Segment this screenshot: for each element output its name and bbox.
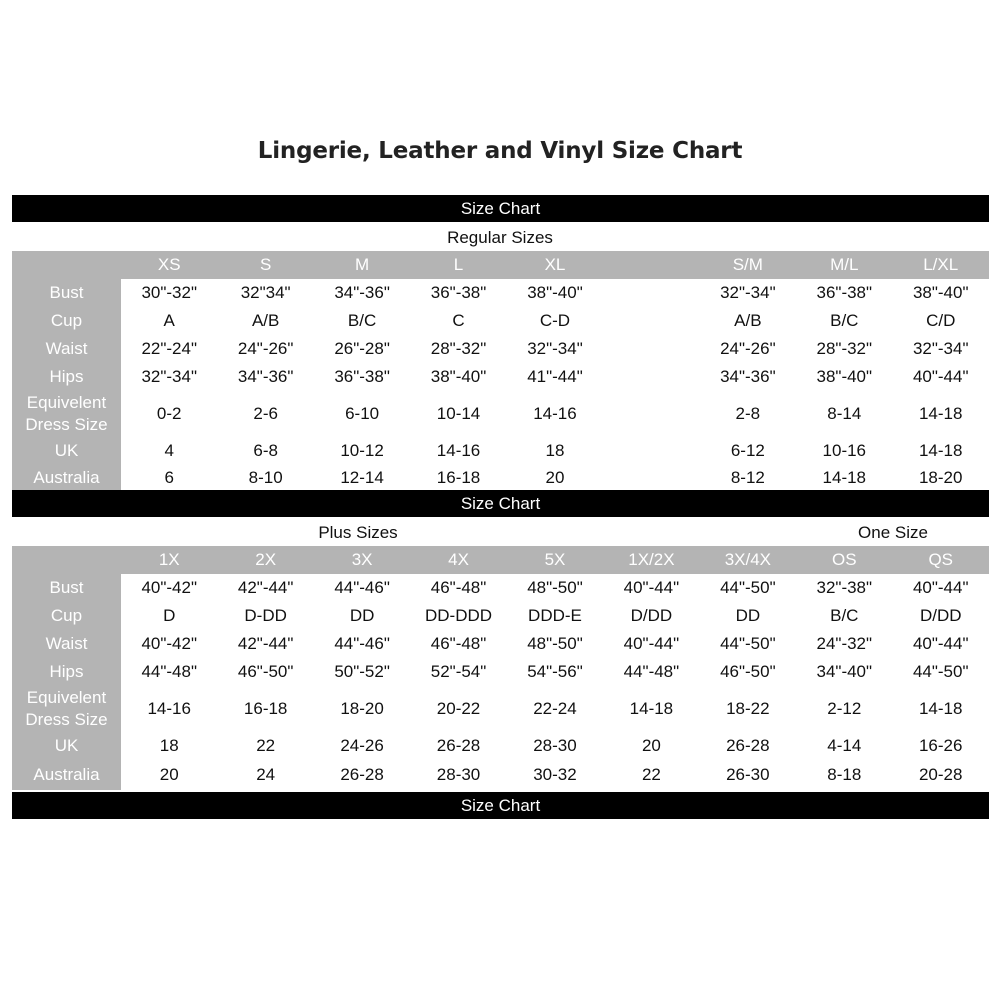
table-cell: C-D (507, 307, 603, 335)
table-cell: 12-14 (314, 465, 410, 490)
table-cell: 8-18 (796, 760, 892, 790)
row-label: Australia (12, 760, 121, 790)
table-cell: 8-10 (217, 465, 313, 490)
table-cell: 40"-44" (893, 630, 989, 658)
table-cell: 44"-46" (314, 630, 410, 658)
table-cell: 28"-32" (410, 335, 506, 363)
table-cell: 32"-34" (121, 363, 217, 391)
table-cell: 8-14 (796, 391, 892, 437)
table-cell: 14-18 (796, 465, 892, 490)
table-cell: 40"-44" (893, 363, 989, 391)
table-cell: 34"-40" (796, 658, 892, 686)
table-cell: 10-12 (314, 437, 410, 465)
table-cell: D/DD (603, 602, 699, 630)
table-cell: DDD-E (507, 602, 603, 630)
table-cell: 36"-38" (796, 279, 892, 307)
plus-sizes-caption: Plus Sizes (318, 523, 398, 542)
table-cell: 44"-48" (603, 658, 699, 686)
table-cell: 16-18 (217, 686, 313, 732)
table-cell: 20-22 (410, 686, 506, 732)
table-cell: 14-18 (893, 391, 989, 437)
table-cell: 38"-40" (796, 363, 892, 391)
table-cell: 44"-46" (314, 574, 410, 602)
table-cell: 14-18 (893, 686, 989, 732)
row-label: Bust (12, 279, 121, 307)
size-header: XL (507, 251, 603, 279)
table-cell: 20-28 (893, 760, 989, 790)
table-cell: 40"-44" (603, 574, 699, 602)
table-cell: 14-16 (507, 391, 603, 437)
table-cell: 6-12 (700, 437, 796, 465)
row-label: UK (12, 437, 121, 465)
row-label: Waist (12, 630, 121, 658)
table-cell: 26-30 (700, 760, 796, 790)
size-chart-bar-bottom: Size Chart (12, 792, 989, 819)
table-cell: A (121, 307, 217, 335)
table-cell: 34"-36" (700, 363, 796, 391)
table-cell: 32"-38" (796, 574, 892, 602)
table-cell: 46"-48" (410, 630, 506, 658)
table-cell (603, 279, 699, 307)
table-cell: 46"-50" (217, 658, 313, 686)
table-cell: 40"-44" (893, 574, 989, 602)
table-cell: 6 (121, 465, 217, 490)
table-cell: 8-12 (700, 465, 796, 490)
row-label: Waist (12, 335, 121, 363)
table-cell: 6-10 (314, 391, 410, 437)
table-cell: 10-14 (410, 391, 506, 437)
table-cell: 20 (121, 760, 217, 790)
table-cell: 18-20 (893, 465, 989, 490)
row-label: Cup (12, 602, 121, 630)
table-cell: 30"-32" (121, 279, 217, 307)
table-cell: 14-18 (603, 686, 699, 732)
size-header: 2X (217, 546, 313, 574)
table-cell: 50"-52" (314, 658, 410, 686)
table-cell: 20 (507, 465, 603, 490)
table-cell: 14-16 (121, 686, 217, 732)
table-cell: 4-14 (796, 732, 892, 760)
table-cell: 46"-50" (700, 658, 796, 686)
table-cell (603, 335, 699, 363)
table-cell: 34"-36" (217, 363, 313, 391)
table-cell: D-DD (217, 602, 313, 630)
size-header: S (217, 251, 313, 279)
table-cell: 28-30 (410, 760, 506, 790)
table-cell (603, 363, 699, 391)
table-cell: 2-12 (796, 686, 892, 732)
size-header: 4X (410, 546, 506, 574)
table-cell: 44"-50" (893, 658, 989, 686)
table-cell: D (121, 602, 217, 630)
row-label: Australia (12, 465, 121, 490)
size-header: 1X (121, 546, 217, 574)
size-header: S/M (700, 251, 796, 279)
row-label: Equivelent Dress Size (12, 686, 121, 732)
table-cell: 6-8 (217, 437, 313, 465)
table-cell: 22-24 (507, 686, 603, 732)
table-cell: 44"-50" (700, 574, 796, 602)
size-header: 3X (314, 546, 410, 574)
table-cell: 40"-42" (121, 630, 217, 658)
table-cell: 42"-44" (217, 630, 313, 658)
size-header: OS (796, 546, 892, 574)
table-cell: B/C (796, 602, 892, 630)
table-cell (603, 437, 699, 465)
table-cell: 32"-34" (507, 335, 603, 363)
table-cell: A/B (700, 307, 796, 335)
table-cell: 4 (121, 437, 217, 465)
table-cell: 10-16 (796, 437, 892, 465)
table-cell: 46"-48" (410, 574, 506, 602)
table-cell: 16-18 (410, 465, 506, 490)
table-cell: A/B (217, 307, 313, 335)
table-cell: 26"-28" (314, 335, 410, 363)
table-cell: B/C (796, 307, 892, 335)
regular-sizes-caption: Regular Sizes (447, 228, 553, 247)
table-cell: 14-16 (410, 437, 506, 465)
table-cell: 34"-36" (314, 279, 410, 307)
table-cell: 36"-38" (410, 279, 506, 307)
size-chart-bar-middle: Size Chart (12, 490, 989, 517)
table-cell: 24 (217, 760, 313, 790)
table-cell: 14-18 (893, 437, 989, 465)
table-cell: 18-22 (700, 686, 796, 732)
size-header (603, 251, 699, 279)
table-cell: 52"-54" (410, 658, 506, 686)
table-cell: 41"-44" (507, 363, 603, 391)
header-corner (12, 251, 121, 279)
one-size-caption: One Size (858, 523, 928, 542)
row-label: Hips (12, 658, 121, 686)
table-cell: 42"-44" (217, 574, 313, 602)
table-cell: 26-28 (700, 732, 796, 760)
row-label: Bust (12, 574, 121, 602)
table-cell: 24"-26" (700, 335, 796, 363)
page-title: Lingerie, Leather and Vinyl Size Chart (257, 138, 743, 164)
table-cell (603, 465, 699, 490)
table-cell: 44"-50" (700, 630, 796, 658)
table-cell (603, 391, 699, 437)
table-cell: 20 (603, 732, 699, 760)
size-header: 5X (507, 546, 603, 574)
table-cell: 16-26 (893, 732, 989, 760)
table-cell: 0-2 (121, 391, 217, 437)
size-header: QS (893, 546, 989, 574)
table-cell: 28-30 (507, 732, 603, 760)
table-cell: 28"-32" (796, 335, 892, 363)
row-label: Cup (12, 307, 121, 335)
table-cell: 26-28 (314, 760, 410, 790)
size-chart-bar-top: Size Chart (12, 195, 989, 222)
size-header: XS (121, 251, 217, 279)
size-header: M/L (796, 251, 892, 279)
table-cell: 22 (217, 732, 313, 760)
table-cell: 48"-50" (507, 630, 603, 658)
table-cell: 38"-40" (893, 279, 989, 307)
size-header: 3X/4X (700, 546, 796, 574)
table-cell: 24-26 (314, 732, 410, 760)
size-header: 1X/2X (603, 546, 699, 574)
size-header: M (314, 251, 410, 279)
size-header: L (410, 251, 506, 279)
table-cell: 24"-32" (796, 630, 892, 658)
table-cell: 2-6 (217, 391, 313, 437)
header-corner (12, 546, 121, 574)
table-cell: 18 (507, 437, 603, 465)
table-cell: 18 (121, 732, 217, 760)
table-cell: 36"-38" (314, 363, 410, 391)
row-label: UK (12, 732, 121, 760)
table-cell: 38"-40" (410, 363, 506, 391)
table-cell: 38"-40" (507, 279, 603, 307)
table-cell: 2-8 (700, 391, 796, 437)
table-cell: C/D (893, 307, 989, 335)
table-cell: 40"-42" (121, 574, 217, 602)
table-cell: 48"-50" (507, 574, 603, 602)
size-header: L/XL (893, 251, 989, 279)
table-cell: 24"-26" (217, 335, 313, 363)
table-cell (603, 307, 699, 335)
table-cell: 40"-44" (603, 630, 699, 658)
table-cell: B/C (314, 307, 410, 335)
row-label: Hips (12, 363, 121, 391)
table-cell: 22"-24" (121, 335, 217, 363)
table-cell: 32"-34" (700, 279, 796, 307)
table-cell: DD (314, 602, 410, 630)
row-label: Equivelent Dress Size (12, 391, 121, 437)
table-cell: 30-32 (507, 760, 603, 790)
plus-size-grid (12, 546, 989, 790)
table-cell: D/DD (893, 602, 989, 630)
plus-size-table (12, 546, 989, 790)
table-cell: DD-DDD (410, 602, 506, 630)
table-cell: 32"34" (217, 279, 313, 307)
table-cell: 44"-48" (121, 658, 217, 686)
table-cell: 32"-34" (893, 335, 989, 363)
table-cell: DD (700, 602, 796, 630)
table-cell: 54"-56" (507, 658, 603, 686)
table-cell: 22 (603, 760, 699, 790)
table-cell: C (410, 307, 506, 335)
table-cell: 26-28 (410, 732, 506, 760)
table-cell: 18-20 (314, 686, 410, 732)
regular-size-grid (12, 251, 989, 490)
regular-size-table (12, 251, 989, 490)
